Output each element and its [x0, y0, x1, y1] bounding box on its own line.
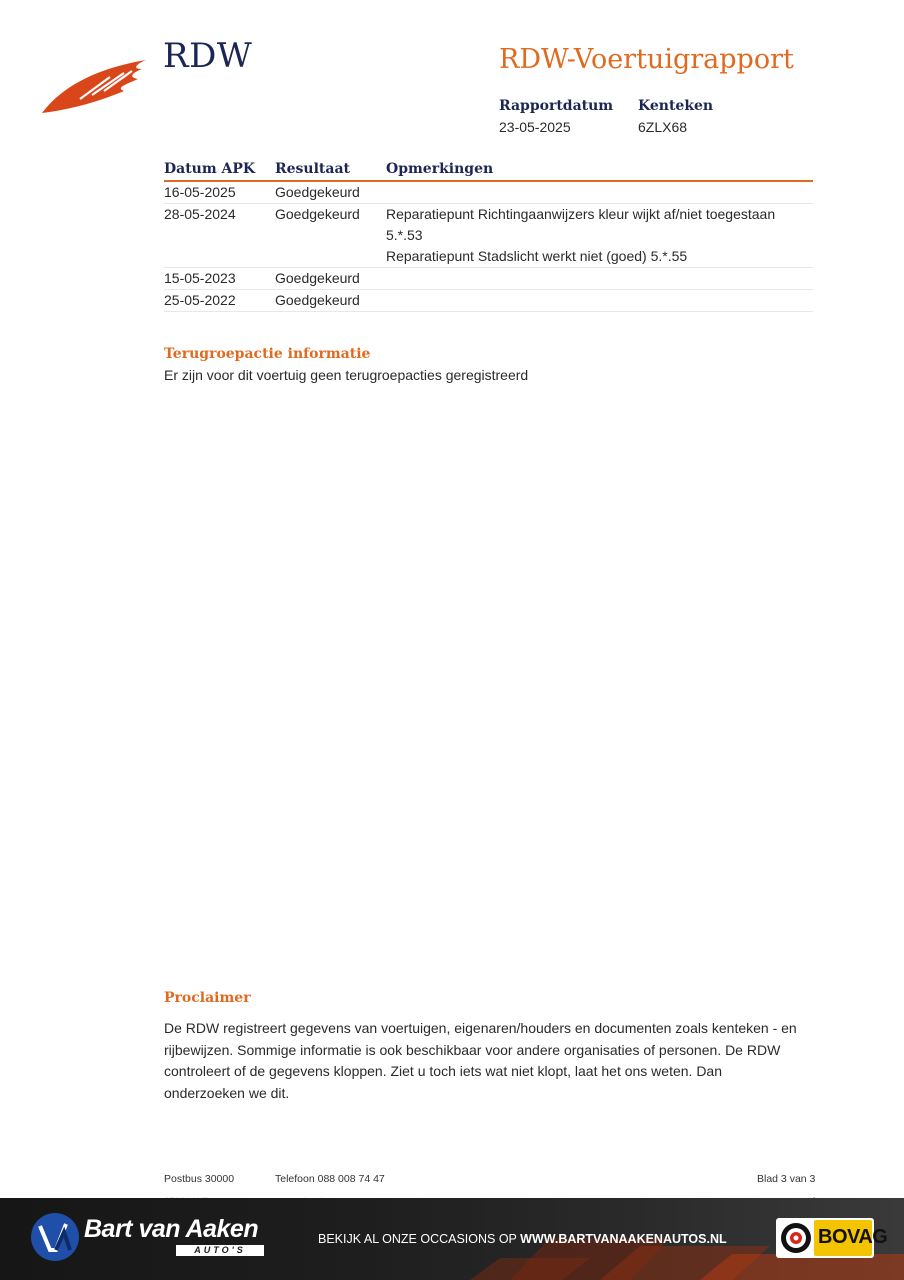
apk-date: 25-05-2022	[164, 292, 236, 308]
brand-wordmark: RDW	[163, 36, 253, 76]
cta-url-link[interactable]: WWW.BARTVANAAKENAUTOS.NL	[520, 1232, 727, 1246]
remark-line: Reparatiepunt Stadslicht werkt niet (goed) 5.*.55	[386, 248, 688, 264]
apk-date: 16-05-2025	[164, 184, 236, 200]
footer-telefoon: Telefoon 088 008 74 47	[275, 1173, 385, 1185]
column-header-date: Datum APK	[164, 161, 256, 177]
report-title: RDW-Voertuigrapport	[499, 44, 794, 75]
dealer-name: Bart van Aaken	[84, 1215, 259, 1243]
proclaimer-text: De RDW registreert gegevens van voertuigen, eigenaren/houders en documenten zoals kenteken - en rijbewijzen. Sommige informatie is ook beschikbaar voor andere organisaties of personen. De RDW controleert of de gegevens kloppen. Ziet u toch iets wat niet klopt, laat het ons weten. Dan onderzoeken we dit.	[164, 1020, 797, 1101]
recall-heading: Terugroepactie informatie	[164, 346, 371, 362]
table-row	[164, 290, 813, 312]
plate-label: Kenteken	[638, 98, 714, 114]
plate-value: 6ZLX68	[638, 119, 688, 135]
dealer-cta[interactable]	[318, 1232, 727, 1246]
bovag-badge-label: BOVAG	[818, 1226, 888, 1248]
table-row	[164, 204, 813, 268]
remark-line: Reparatiepunt Richtingaanwijzers kleur wijkt af/niet toegestaan 5.*.53	[386, 206, 776, 243]
footer-postbus: Postbus 30000	[164, 1173, 235, 1185]
apk-date: 15-05-2023	[164, 270, 236, 286]
apk-result: Goedgekeurd	[275, 206, 360, 222]
report-date-value: 23-05-2025	[499, 119, 571, 135]
apk-result: Goedgekeurd	[275, 270, 360, 286]
footer-page-number: Blad 3 van 3	[757, 1173, 816, 1185]
cta-prefix: BEKIJK AL ONZE OCCASIONS OP	[318, 1232, 517, 1246]
apk-table	[164, 158, 813, 312]
column-header-result: Resultaat	[275, 161, 350, 177]
apk-result: Goedgekeurd	[275, 292, 360, 308]
table-row	[164, 268, 813, 290]
apk-date: 28-05-2024	[164, 206, 236, 222]
proclaimer-heading: Proclaimer	[164, 990, 251, 1006]
dealer-banner[interactable]	[0, 1198, 904, 1280]
apk-result: Goedgekeurd	[275, 184, 360, 200]
apk-remarks	[386, 204, 806, 267]
dealer-logo-icon	[30, 1212, 80, 1262]
bovag-emblem-icon	[779, 1221, 813, 1255]
table-header	[164, 158, 813, 182]
dealer-subtitle: AUTO'S	[176, 1245, 264, 1256]
report-date-label: Rapportdatum	[499, 98, 614, 114]
table-row	[164, 182, 813, 204]
column-header-remarks: Opmerkingen	[386, 161, 494, 177]
rdw-logo-icon	[40, 55, 150, 117]
recall-text: Er zijn voor dit voertuig geen terugroepacties geregistreerd	[164, 367, 529, 383]
